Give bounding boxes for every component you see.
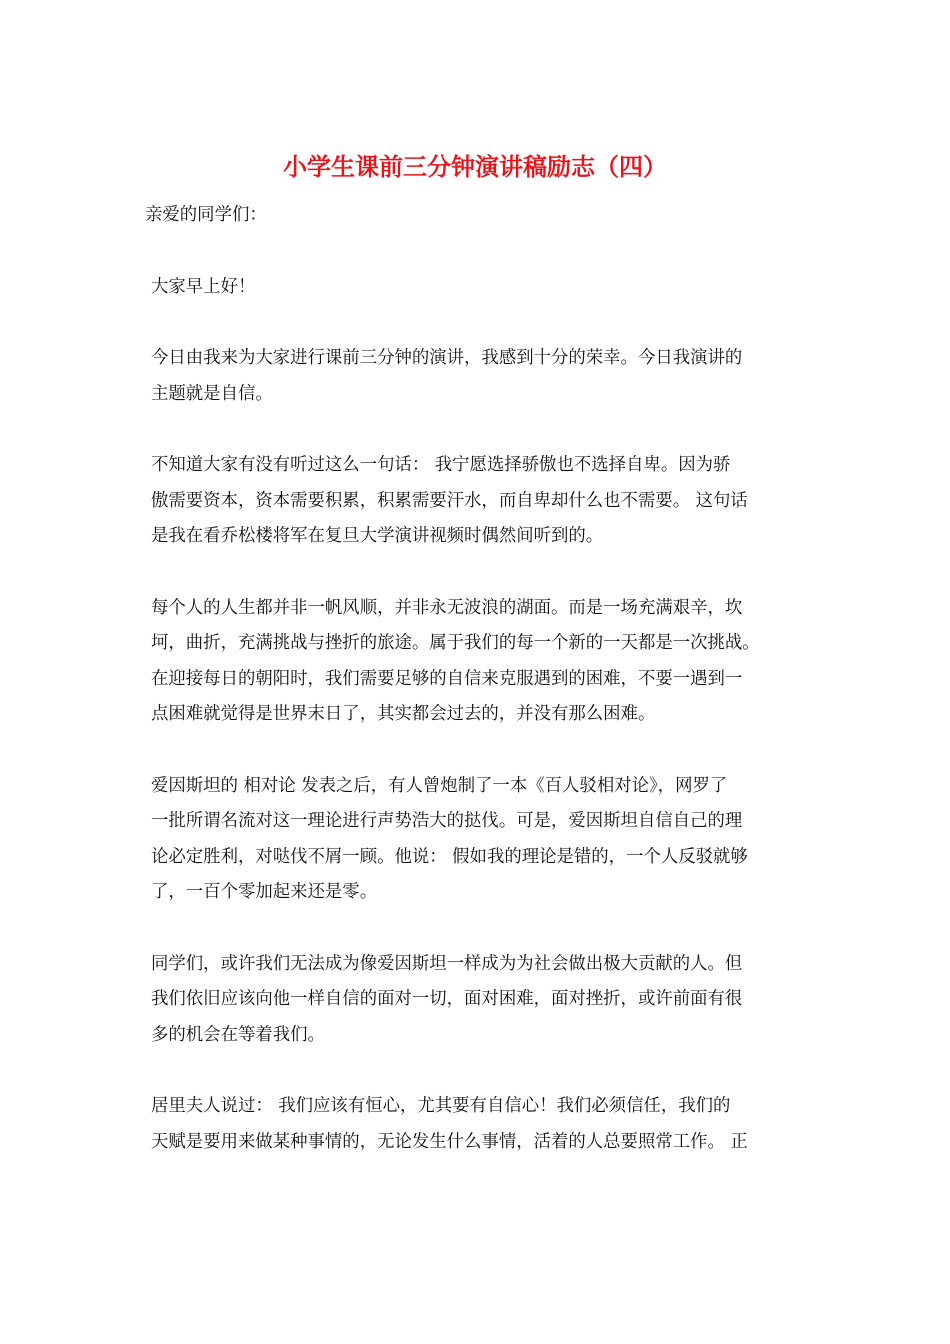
- text-line: 点困难就觉得是世界末日了，其实都会过去的，并没有那么困难。: [151, 704, 656, 724]
- text-line: 我们依旧应该向他一样自信的面对一切，面对困难，面对挫折，或许前面有很: [151, 989, 743, 1009]
- paragraph-life: [145, 591, 810, 733]
- text-line: 在迎接每日的朝阳时，我们需要足够的自信来克服遇到的困难，不要一遇到一: [151, 668, 743, 689]
- document-body: [145, 198, 810, 1196]
- text-line: 今日由我来为大家进行课前三分钟的演讲，我感到十分的荣幸。今日我演讲的: [151, 348, 743, 368]
- paragraph-einstein: [145, 769, 810, 911]
- document-title: 小学生课前三分钟演讲稿励志（四）: [283, 152, 667, 181]
- paragraph-salutation: [145, 198, 810, 234]
- paragraph-intro: [145, 341, 810, 412]
- text-line: 居里夫人说过： 我们应该有恒心，尤其要有自信心！我们必须信任，我们的: [151, 1096, 731, 1116]
- text-line: 了，一百个零加起来还是零。: [151, 882, 378, 902]
- paragraph-curie: [145, 1089, 810, 1160]
- text-line: 一批所谓名流对这一理论进行声势浩大的挞伐。可是，爱因斯坦自信自己的理: [151, 811, 743, 831]
- paragraph-classmates: [145, 947, 810, 1054]
- text-line: 主题就是自信。: [151, 383, 273, 404]
- text-line: 傲需要资本，资本需要积累，积累需要汗水，而自卑却什么也不需要。 这句话: [151, 490, 748, 511]
- text-line: 亲爱的同学们：: [145, 205, 267, 225]
- paragraph-greeting: [145, 270, 810, 306]
- text-line: 不知道大家有没有听过这么一句话： 我宁愿选择骄傲也不选择自卑。因为骄: [151, 455, 731, 475]
- text-line: 论必定胜利，对哒伐不屑一顾。他说： 假如我的理论是错的，一个人反驳就够: [151, 846, 748, 867]
- text-line: 多的机会在等着我们。: [151, 1024, 325, 1045]
- text-line: 坷，曲折，充满挑战与挫折的旅途。属于我们的每一个新的一天都是一次挑战。: [151, 633, 760, 653]
- text-line: 同学们，或许我们无法成为像爱因斯坦一样成为为社会做出极大贡献的人。但: [151, 953, 743, 974]
- text-line: 每个人的人生都并非一帆风顺，并非永无波浪的湖面。而是一场充满艰辛，坎: [151, 597, 743, 618]
- paragraph-quote: [145, 448, 810, 555]
- text-line: 爱因斯坦的 相对论 发表之后，有人曾炮制了一本《百人驳相对论》，网罗了: [151, 775, 728, 796]
- text-line: 天赋是要用来做某种事情的，无论发生什么事情，活着的人总要照常工作。 正: [151, 1131, 748, 1152]
- text-line: 是我在看乔松楼将军在复旦大学演讲视频时偶然间听到的。: [151, 526, 604, 546]
- text-line: 大家早上好！: [151, 276, 256, 297]
